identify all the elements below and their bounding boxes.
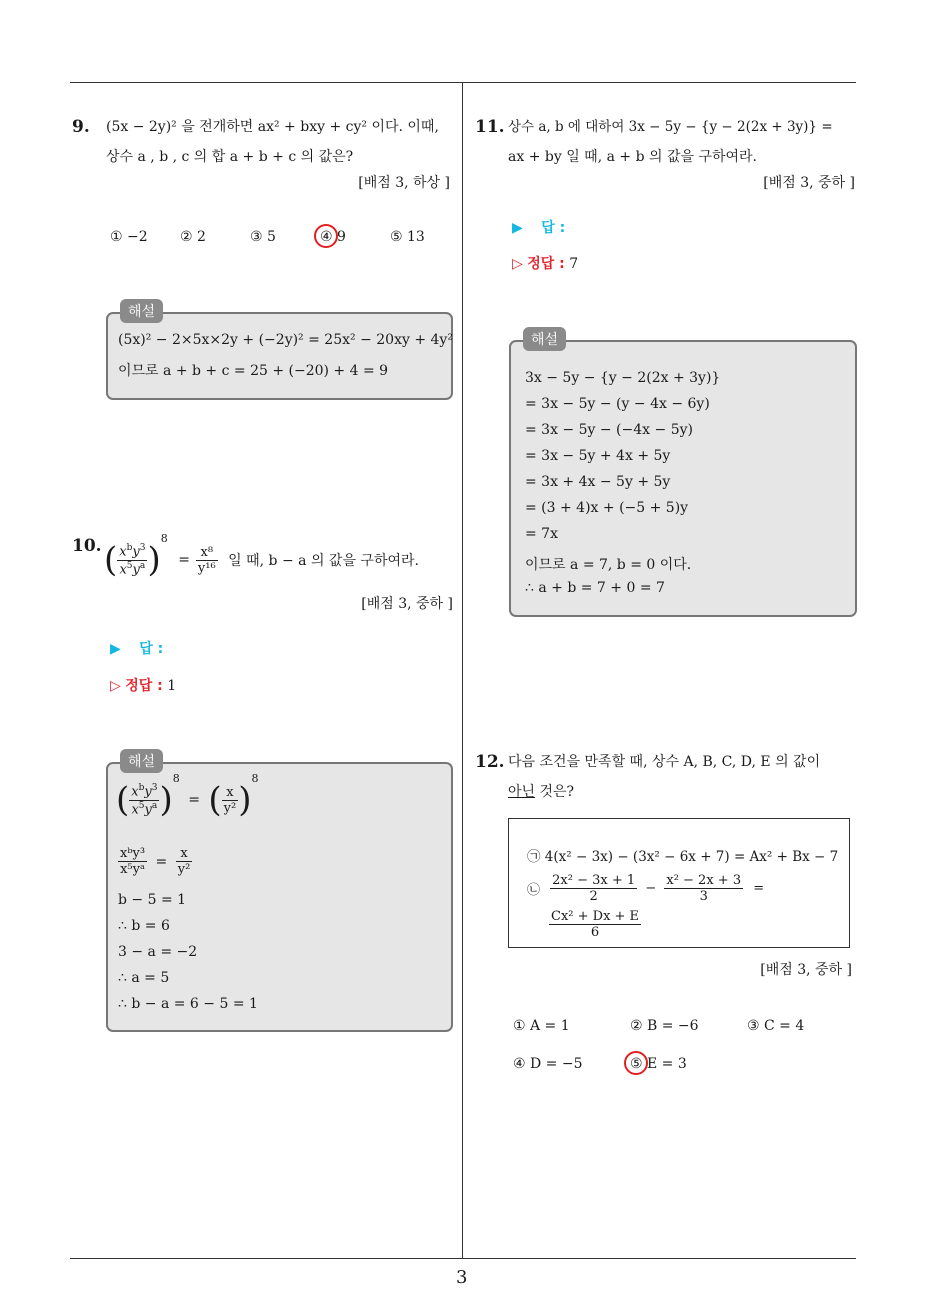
q12-choice-2[interactable]: ② B = −6: [630, 1018, 699, 1034]
q10-sol-eq2: $\frac{\text{xᵇy³}}{\text{x⁵yᵃ}}$ = $\frac{x}{\text{y²}}$: [120, 846, 191, 877]
q12-line2-rest: 것은?: [535, 784, 575, 800]
q12-choices-row1: [513, 1018, 847, 1034]
play-icon: ▶: [512, 220, 523, 236]
q9-sol-line2: 이므로 a + b + c = 25 + (−20) + 4 = 9: [118, 363, 389, 379]
q11-line2: ax + by 일 때, a + b 의 값을 구하여라.: [508, 149, 758, 165]
selected-answer-circle: [624, 1051, 648, 1075]
q10-correct-value: 1: [167, 678, 177, 694]
q10-correct-row: [110, 675, 176, 695]
play-icon: ▶: [110, 641, 121, 657]
q11-text: [508, 112, 858, 172]
q10-answer-row: [110, 638, 163, 658]
q12-choice-3[interactable]: ③ C = 4: [747, 1018, 805, 1034]
q12-condition-box: [508, 818, 850, 948]
q10-score: [배점 3, 중하 ]: [361, 596, 453, 612]
q11-sol-line9: ∴ a + b = 7 + 0 = 7: [525, 580, 665, 596]
q11-sol-line5: = 3x + 4x − 5y + 5y: [525, 474, 671, 490]
triangle-outline-icon: ▷: [512, 256, 523, 272]
q9-choices: [110, 229, 460, 245]
q10-correct-label: 정답 :: [125, 678, 163, 694]
q11-correct-label: 정답 :: [527, 256, 565, 272]
column-divider: [462, 83, 463, 1259]
q10-sol-line3: 3 − a = −2: [118, 944, 198, 960]
q11-number: 11.: [475, 117, 505, 137]
q9-solution-box: [106, 312, 453, 400]
q10-sol-eq1: ( $\frac{x^by^3}{x^5y^a}$ )$^8$ = ( $\frac{x}{\text{y²}}$ )$^8$: [116, 772, 259, 820]
q10-sol-line5: ∴ b − a = 6 − 5 = 1: [118, 996, 258, 1012]
q9-choice-2[interactable]: ② 2: [180, 229, 206, 245]
page-number: 3: [456, 1267, 468, 1288]
q11-correct-value: 7: [569, 256, 579, 272]
q9-line1: (5x − 2y)² 을 전개하면 ax² + bxy + cy² 이다. 이때,: [106, 119, 439, 135]
q12-cond2: ㉡ $\frac{\text{2x² − 3x + 1}}{2}$ − $\frac{\text{x² − 2x + 3}}{3}$ =: [527, 873, 765, 904]
top-rule: [70, 82, 856, 83]
q9-score: [배점 3, 하상 ]: [358, 175, 450, 191]
q9-choice-3[interactable]: ③ 5: [250, 229, 276, 245]
q11-sol-line4: = 3x − 5y + 4x + 5y: [525, 448, 671, 464]
q9-choice-4: ④ 9: [320, 229, 346, 245]
q11-sol-line8: 이므로 a = 7, b = 0 이다.: [525, 557, 692, 573]
q11-answer-row: [512, 217, 565, 237]
q9-solution-tag: 해설: [120, 299, 163, 323]
q11-sol-line2: = 3x − 5y − (y − 4x − 6y): [525, 396, 710, 412]
q12-underlined-word: 아닌: [508, 784, 536, 800]
q11-correct-row: [512, 253, 578, 273]
q11-answer-label: 답 :: [541, 220, 566, 236]
q9-choice-5[interactable]: ⑤ 13: [390, 229, 425, 245]
q11-line1: 상수 a, b 에 대하여 3x − 5y − {y − 2(2x + 3y)} =: [508, 119, 833, 135]
q12-number: 12.: [475, 752, 505, 772]
q11-sol-line1: 3x − 5y − {y − 2(2x + 3y)}: [525, 370, 721, 386]
q12-choices-row2: [513, 1056, 747, 1072]
q10-answer-label: 답 :: [139, 641, 164, 657]
q11-solution-box: [509, 340, 857, 617]
q9-choice-4-wrap[interactable]: [320, 229, 390, 245]
right-paren: ): [147, 540, 161, 580]
q9-sol-line1: (5x)² − 2×5x×2y + (−2y)² = 25x² − 20xy + 4y²: [118, 332, 453, 348]
q12-cond2-rhs: $\frac{\text{Cx² + Dx + E}}{6}$: [551, 909, 640, 940]
q10-sol-line4: ∴ a = 5: [118, 970, 170, 986]
q9-number: 9.: [72, 117, 90, 137]
q10-expression: ( $\frac{x^by^3}{x^5y^a}$ )$^8$ = $\frac{\text{x⁸}}{\text{y¹⁶}}$ 일 때, b − a 의 값을 구하여라.: [104, 532, 419, 580]
q9-choice-1[interactable]: ① −2: [110, 229, 148, 245]
q10-sol-line2: ∴ b = 6: [118, 918, 170, 934]
q12-choice-5: ⑤ E = 3: [630, 1056, 687, 1072]
q10-rhs-fraction: $\frac{\text{x⁸}}{\text{y¹⁶}}$: [197, 544, 216, 576]
q11-solution-tag: 해설: [523, 327, 566, 351]
q10-inner-fraction: $\frac{x^by^3}{x^5y^a}$: [119, 543, 146, 577]
q12-choice-5-wrap[interactable]: [630, 1056, 747, 1072]
q11-sol-line3: = 3x − 5y − (−4x − 5y): [525, 422, 693, 438]
q10-sol-line1: b − 5 = 1: [118, 892, 187, 908]
q10-number: 10.: [72, 536, 102, 556]
q11-score: [배점 3, 중하 ]: [763, 175, 855, 191]
q10-solution-tag: 해설: [120, 749, 163, 773]
triangle-outline-icon: ▷: [110, 678, 121, 694]
q12-cond2-mark: ㉡: [527, 883, 541, 898]
q12-choice-4[interactable]: ④ D = −5: [513, 1056, 583, 1072]
q12-text: [508, 747, 858, 807]
q12-score: [배점 3, 중하 ]: [760, 962, 852, 978]
bottom-rule: [70, 1258, 856, 1259]
q9-line2: 상수 a , b , c 의 합 a + b + c 의 값은?: [106, 149, 354, 165]
q12-choice-1[interactable]: ① A = 1: [513, 1018, 570, 1034]
q12-line1: 다음 조건을 만족할 때, 상수 A, B, C, D, E 의 값이: [508, 754, 821, 770]
q10-outer-exponent: 8: [160, 532, 168, 545]
q11-sol-line6: = (3 + 4)x + (−5 + 5)y: [525, 500, 689, 516]
q9-text: [106, 112, 456, 172]
q10-solution-box: [106, 762, 453, 1032]
q11-sol-line7: = 7x: [525, 526, 558, 542]
selected-answer-circle: [314, 224, 338, 248]
left-paren: (: [104, 540, 118, 580]
q10-tail: 일 때, b − a 의 값을 구하여라.: [228, 553, 419, 569]
q12-cond1: ㉠ 4(x² − 3x) − (3x² − 6x + 7) = Ax² + Bx − 7: [527, 849, 839, 865]
